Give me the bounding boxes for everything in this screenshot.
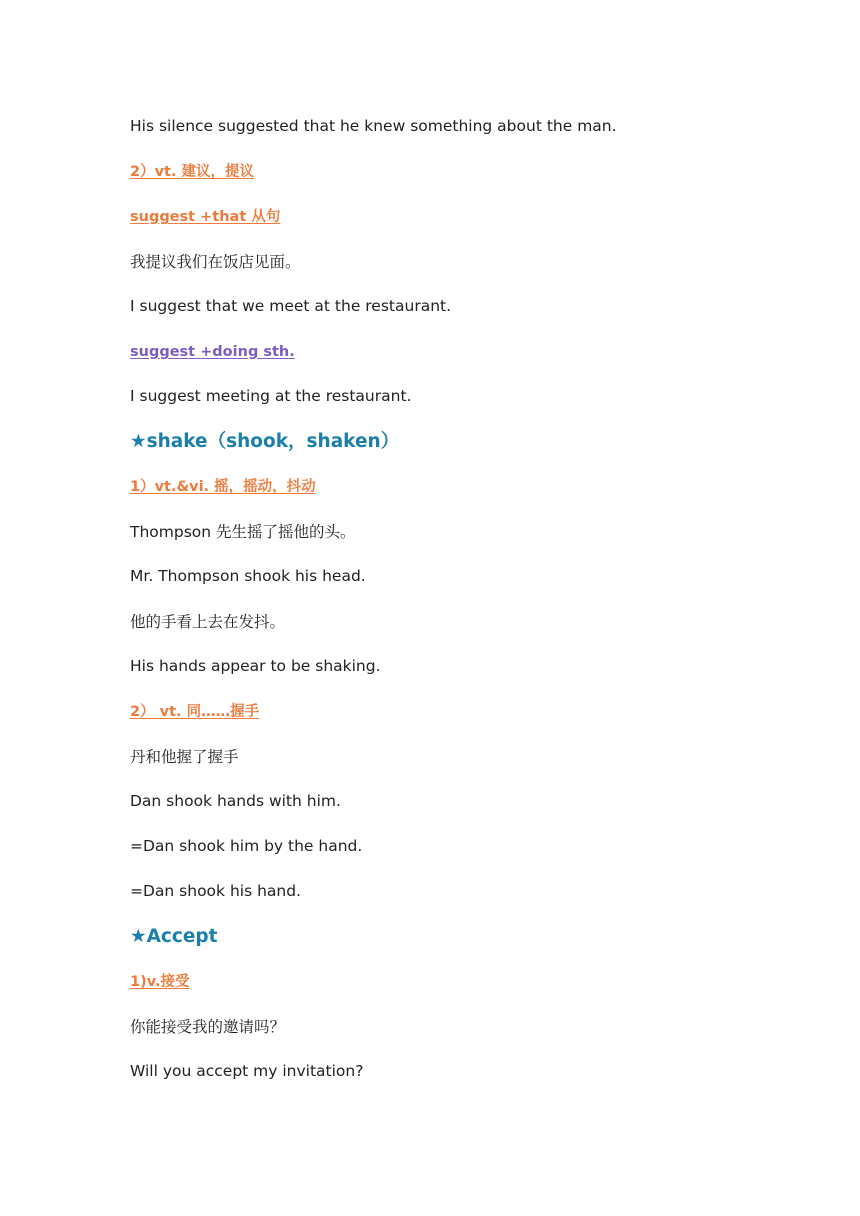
example-sentence-suggest-that: I suggest that we meet at the restaurant. xyxy=(130,297,452,315)
chinese-example-meet: 我提议我们在饭店见面。 xyxy=(130,253,301,271)
subheading-shake-meaning-2: 2） vt. 同……握手 xyxy=(130,704,260,720)
example-sentence-shook-head: Mr. Thompson shook his head. xyxy=(130,567,366,585)
example-sentence-suggest-doing: I suggest meeting at the restaurant. xyxy=(130,387,412,405)
heading-shake: ★shake（shook，shaken） xyxy=(130,431,400,452)
example-sentence-shook-hands: Dan shook hands with him. xyxy=(130,792,341,810)
chinese-example-shook-head: Thompson 先生摇了摇他的头。 xyxy=(130,523,356,541)
subheading-accept-meaning-1: 1)v.接受 xyxy=(130,974,190,990)
subheading-suggest-doing: suggest +doing sth. xyxy=(130,344,295,360)
example-sentence-by-the-hand: =Dan shook him by the hand. xyxy=(130,837,363,855)
example-sentence-shaking: His hands appear to be shaking. xyxy=(130,657,381,675)
subheading-shake-meaning-1: 1）vt.&vi. 摇，摇动，抖动 xyxy=(130,479,316,495)
example-sentence-suggested: His silence suggested that he knew something about the man. xyxy=(130,117,617,135)
subheading-suggest-that-clause: suggest +that 从句 xyxy=(130,209,281,225)
heading-accept: ★Accept xyxy=(130,926,218,947)
chinese-example-shaking: 他的手看上去在发抖。 xyxy=(130,613,286,631)
chinese-example-invitation: 你能接受我的邀请吗？ xyxy=(130,1018,286,1036)
subheading-suggest-vt: 2）vt. 建议，提议 xyxy=(130,164,255,180)
example-sentence-invitation: Will you accept my invitation? xyxy=(130,1062,364,1080)
chinese-example-shook-hands: 丹和他握了握手 xyxy=(130,748,239,766)
example-sentence-his-hand: =Dan shook his hand. xyxy=(130,882,301,900)
